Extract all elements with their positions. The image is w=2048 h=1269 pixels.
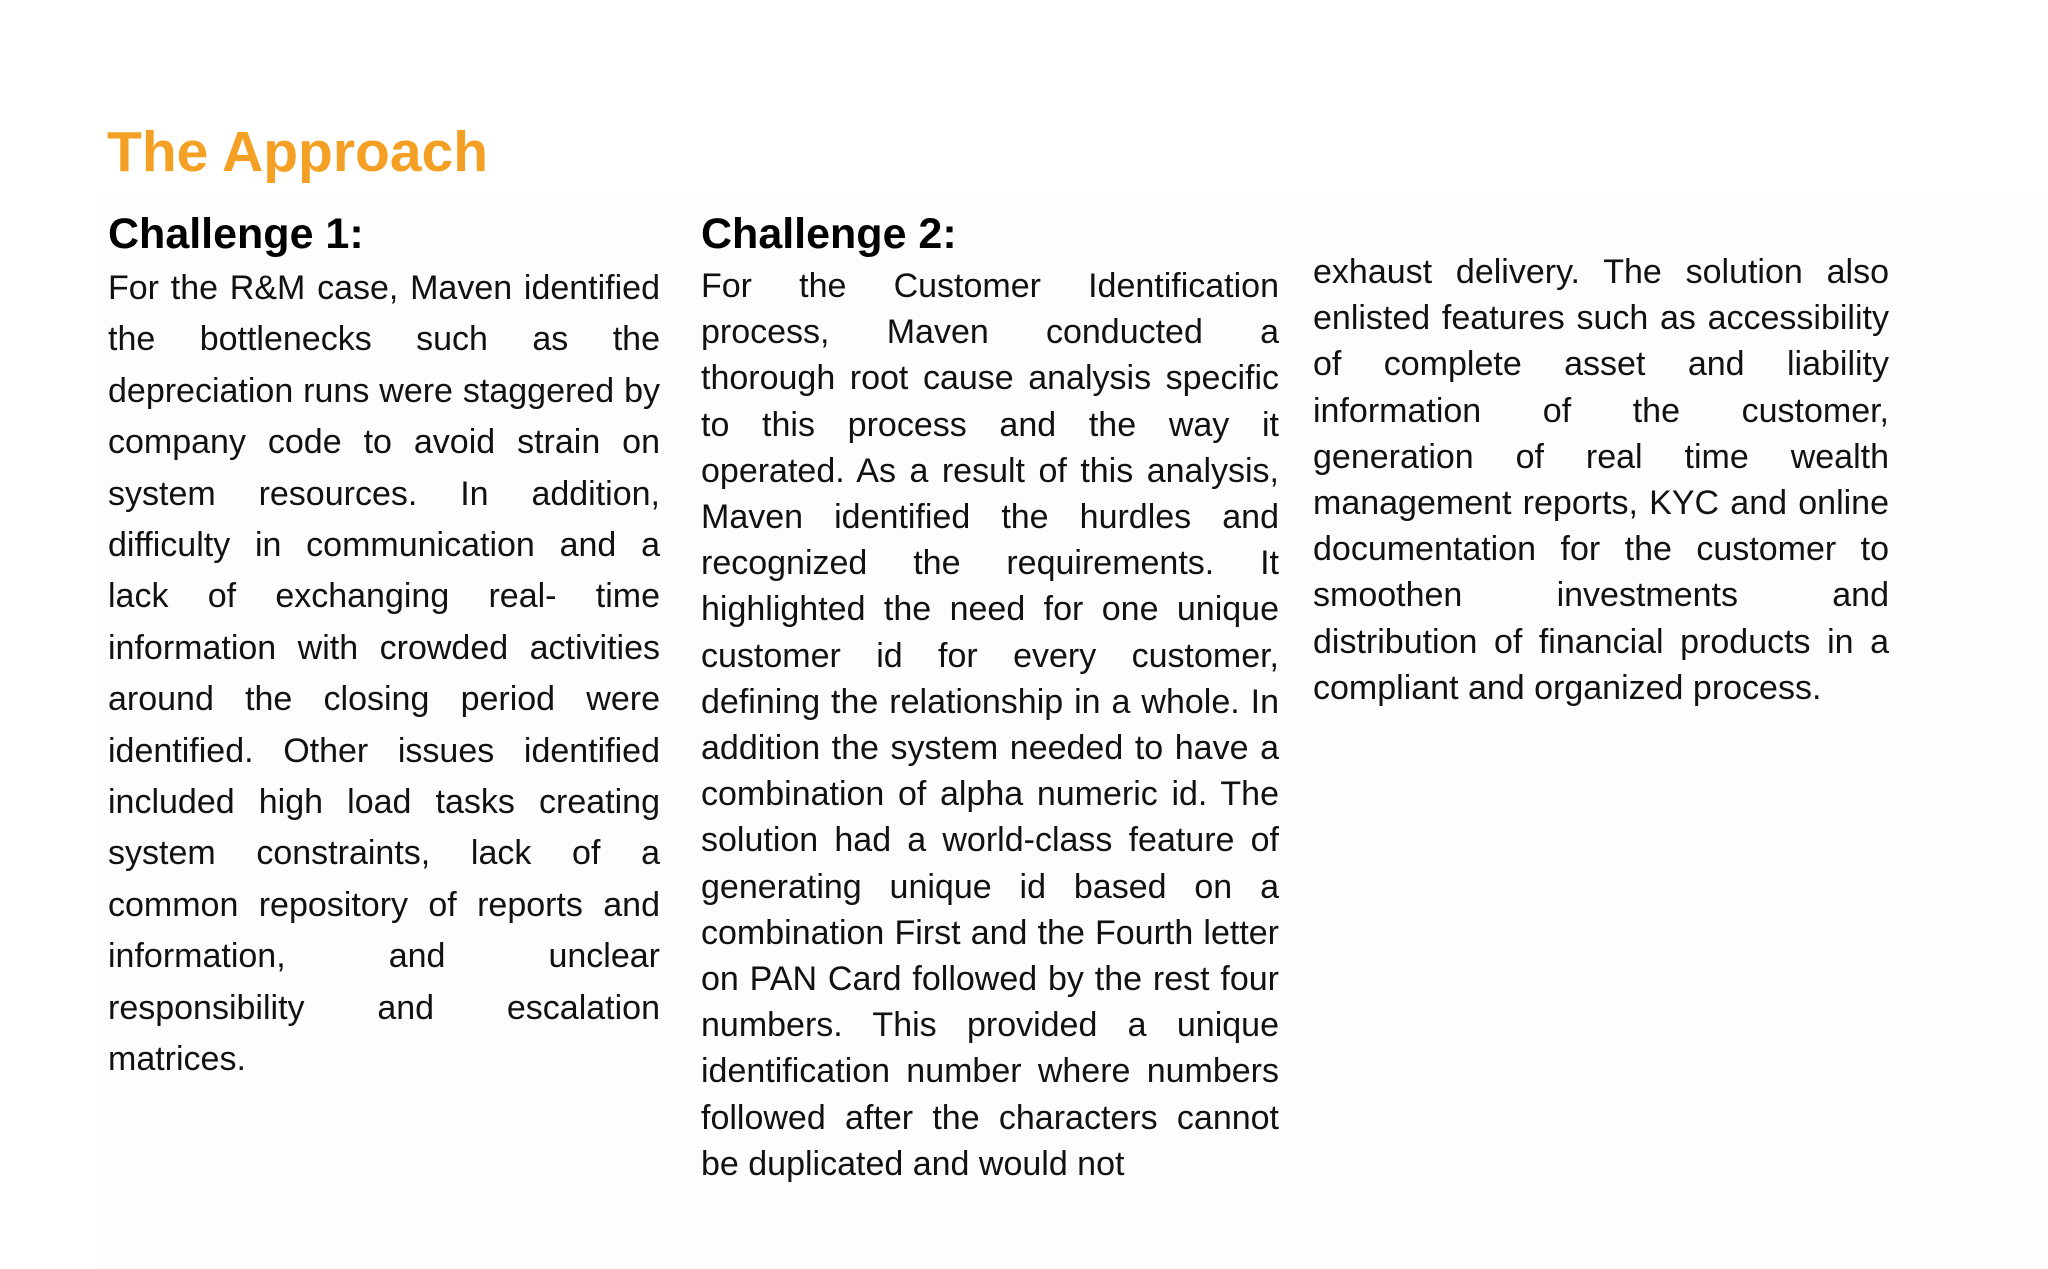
challenge-1-title: Challenge 1:	[108, 210, 364, 258]
challenge-2-continued-text: exhaust delivery. The solution also enlisted features such as accessibility of complete asset and liability information of the customer, generation of real time wealth management reports, KYC and online documentation for the customer to smoothen investments and distribution of financial products in a compliant and organized process.	[1313, 253, 1889, 707]
challenge-2-title: Challenge 2:	[701, 210, 957, 258]
page-heading: The Approach	[107, 120, 489, 184]
challenge-2-text: For the Customer Identification process, Maven conducted a thorough root cause analysis specific to this process and the way it operated. As a result of this analysis, Maven identified the hurdles and recognized the requirements. It highlighted the need for one unique customer id for every customer, defining the relationship in a whole. In addition the system needed to have a combination of alpha numeric id. The solution had a world-class feature of generating unique id based on a combination First and the Fourth letter on PAN Card followed by the rest four numbers. This provided a unique identification number where numbers followed after the characters cannot be duplicated and would not	[701, 267, 1279, 1183]
challenge-1-text: For the R&M case, Maven identified the bottlenecks such as the depreciation runs were staggered by company code to avoid strain on system resources. In addition, difficulty in communication and a lack of exchanging real- time information with crowded activities around the closing period were identified. Other issues identified included high load tasks creating system constraints, lack of a common repository of reports and information, and unclear responsibility and escalation matrices.	[108, 269, 660, 1079]
